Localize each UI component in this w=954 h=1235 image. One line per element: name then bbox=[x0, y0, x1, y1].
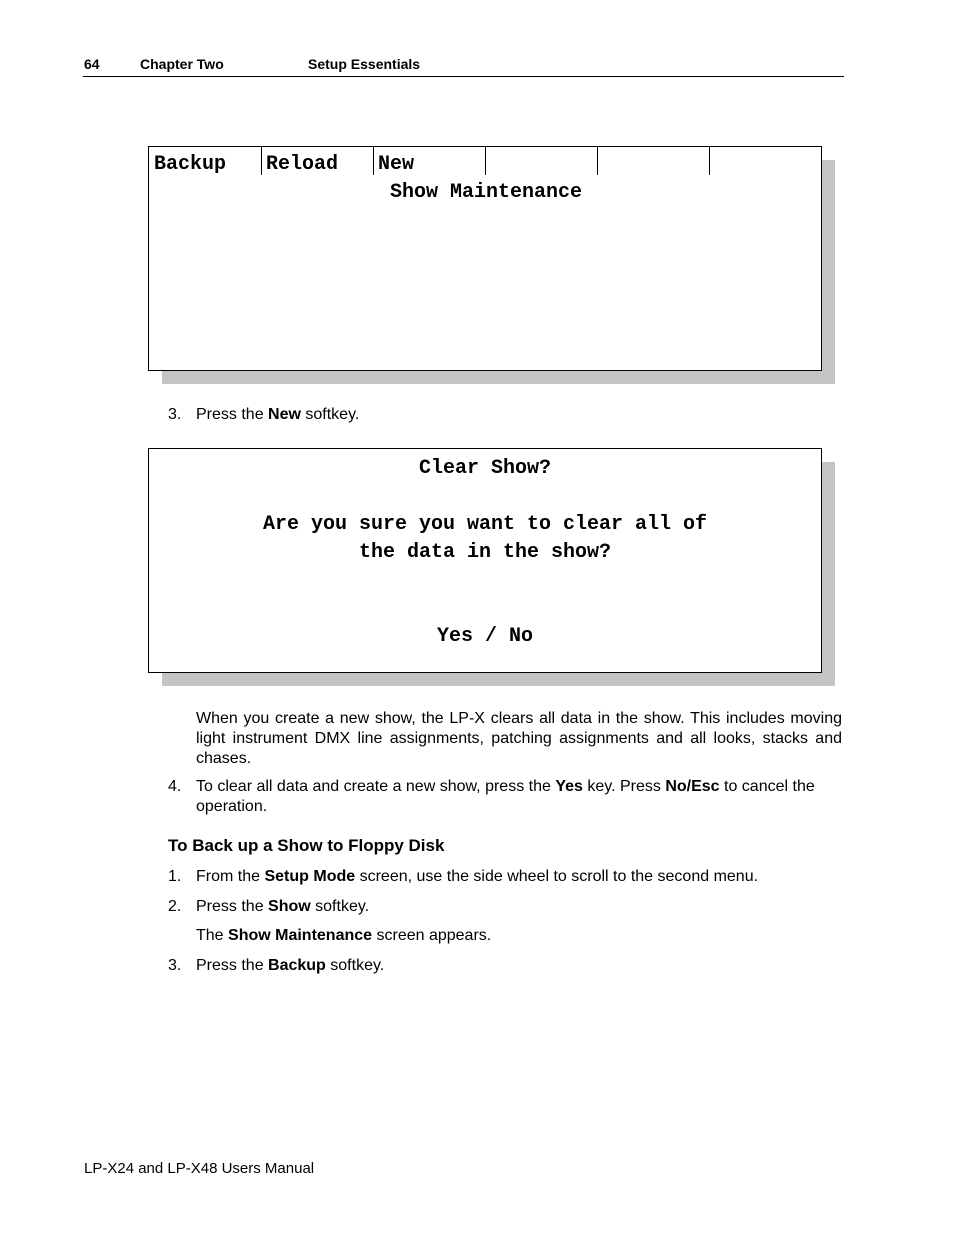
softkey-empty-6[interactable] bbox=[709, 147, 821, 175]
step-text: to cancel the operation. bbox=[196, 778, 815, 815]
step-keyword: No/Esc bbox=[665, 778, 720, 795]
step-keyword: Setup Mode bbox=[264, 868, 356, 885]
softkey-new[interactable]: New bbox=[378, 153, 415, 176]
running-header bbox=[83, 56, 844, 77]
step-text: The bbox=[196, 927, 229, 944]
step-text: softkey. bbox=[310, 898, 370, 915]
step-text: Press the bbox=[196, 406, 269, 423]
dialog-message-line-2: the data in the show? bbox=[358, 541, 612, 564]
step-setup-mode bbox=[196, 867, 844, 887]
section-label: Setup Essentials bbox=[308, 56, 421, 72]
step-keyword: Show bbox=[268, 898, 311, 915]
step-clear-all-data bbox=[196, 777, 844, 817]
step-press-show bbox=[196, 897, 844, 917]
step-press-new bbox=[196, 405, 836, 425]
dialog-message-line-1: Are you sure you want to clear all of bbox=[262, 513, 708, 536]
step-text: Press the bbox=[196, 957, 269, 974]
step-text: screen appears. bbox=[372, 927, 492, 944]
page-footer: LP-X24 and LP-X48 Users Manual bbox=[84, 1160, 315, 1177]
chapter-label: Chapter Two bbox=[140, 56, 224, 72]
section-heading: To Back up a Show to Floppy Disk bbox=[168, 836, 445, 855]
step-keyword: Yes bbox=[555, 778, 583, 795]
step-keyword: New bbox=[268, 406, 301, 423]
step-text: softkey. bbox=[300, 406, 360, 423]
softkey-backup[interactable]: Backup bbox=[154, 153, 227, 176]
step-number: 1. bbox=[168, 868, 182, 885]
step-note bbox=[196, 926, 844, 946]
clear-show-screen bbox=[148, 448, 822, 673]
softkey-empty-4[interactable] bbox=[485, 147, 597, 175]
step-text: To clear all data and create a new show, press the bbox=[196, 778, 556, 795]
show-maintenance-screen bbox=[148, 146, 822, 371]
softkey-reload[interactable]: Reload bbox=[266, 153, 339, 176]
step-number: 3. bbox=[168, 957, 182, 974]
step-keyword: Show Maintenance bbox=[228, 927, 373, 944]
step-number: 3. bbox=[168, 406, 182, 423]
step-text: screen, use the side wheel to scroll to the second menu. bbox=[355, 868, 759, 885]
step-press-backup bbox=[196, 956, 844, 976]
page-number: 64 bbox=[84, 56, 100, 72]
dialog-yes-no-prompt: Yes / No bbox=[436, 625, 533, 648]
step-text: From the bbox=[196, 868, 265, 885]
step-text: key. Press bbox=[582, 778, 666, 795]
step-keyword: Backup bbox=[268, 957, 326, 974]
step-number: 4. bbox=[168, 778, 182, 795]
step-number: 2. bbox=[168, 898, 182, 915]
screen-title: Show Maintenance bbox=[389, 181, 583, 204]
dialog-title: Clear Show? bbox=[418, 457, 552, 480]
softkey-row bbox=[149, 147, 821, 175]
softkey-empty-5[interactable] bbox=[597, 147, 709, 175]
step-text: softkey. bbox=[325, 957, 385, 974]
step-text: Press the bbox=[196, 898, 269, 915]
clear-show-paragraph: When you create a new show, the LP-X clears all data in the show. This includes moving light instrument DMX line assignments, patching assignments and all looks, stacks and chases. bbox=[196, 710, 842, 767]
